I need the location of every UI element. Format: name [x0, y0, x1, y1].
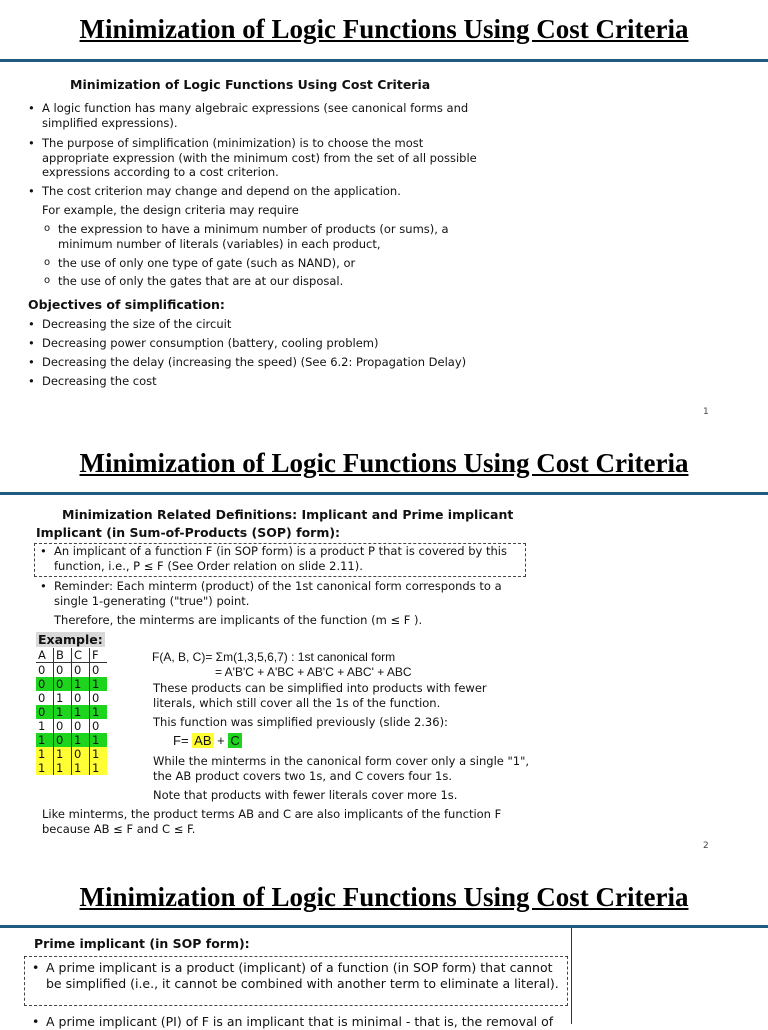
objective-item: • Decreasing power consumption (battery, cooling problem)	[42, 336, 378, 351]
truth-table	[36, 648, 107, 775]
reminder-text: • Reminder: Each minterm (product) of the 1st canonical form corresponds to a single 1-generating ("true") point.	[54, 579, 514, 608]
note-paragraph: Note that products with fewer literals cover more 1s.	[153, 788, 458, 802]
table-cell: 0	[72, 663, 90, 678]
table-cell: 1	[36, 761, 54, 775]
slide-title: Minimization of Logic Functions Using Cost Criteria	[79, 14, 689, 44]
table-row	[36, 691, 107, 705]
definition-text: • An implicant of a function F (in SOP form) is a product P that is covered by this function, i.e., P ≤ F (See Order relation on slide 2.11).	[54, 544, 524, 573]
sub-bullet: o the use of only one type of gate (such as NAND), or	[58, 256, 498, 271]
table-row	[36, 663, 107, 678]
example-label: Example:	[38, 632, 103, 647]
therefore-text: Therefore, the minterms are implicants of the function (m ≤ F ).	[54, 613, 423, 627]
previous-simplification: This function was simplified previously (slide 2.36):	[153, 715, 448, 729]
table-cell: 0	[36, 677, 54, 691]
expanded-formula: = A'B'C + A'BC + AB'C + ABC' + ABC	[215, 665, 412, 679]
slide-subtitle: Minimization of Logic Functions Using Cost Criteria	[70, 77, 431, 92]
prime-implicant-bullet: • A prime implicant (PI) of F is an implicant that is minimal - that is, the removal of	[46, 1014, 606, 1030]
table-cell: 0	[90, 691, 108, 705]
table-header: A	[38, 648, 46, 662]
objective-item: • Decreasing the cost	[42, 374, 157, 389]
table-header: C	[72, 648, 90, 663]
sub-bullet: o the expression to have a minimum number of products (or sums), a minimum number of literals (variables) in each product,	[58, 222, 498, 251]
prime-implicant-definition: • A prime implicant is a product (implicant) of a function (in SOP form) that cannot be simplified (i.e., it cannot be combined with another term to eliminate a literal).	[46, 960, 564, 992]
table-cell: 1	[54, 747, 72, 761]
bullet: • A logic function has many algebraic expressions (see canonical forms and simplified expressions).	[42, 101, 472, 130]
simplify-paragraph: These products can be simplified into products with fewer literals, which still cover all the 1s of the function.	[153, 681, 487, 710]
title-rule	[0, 925, 768, 928]
bullet: • The cost criterion may change and depend on the application.	[42, 184, 492, 199]
table-row	[36, 705, 107, 719]
term-ab: AB	[194, 733, 212, 748]
table-cell: 1	[36, 747, 54, 761]
slide-2	[0, 430, 768, 860]
table-cell: 0	[90, 663, 108, 678]
table-cell: 0	[36, 705, 54, 719]
f-prefix: F=	[173, 733, 189, 748]
table-cell: 1	[54, 761, 72, 775]
sub-bullet: o the use of only the gates that are at our disposal.	[58, 274, 498, 289]
plus-sign: +	[217, 733, 225, 748]
table-cell: 0	[72, 747, 90, 761]
table-cell: 1	[38, 719, 46, 733]
title-rule	[0, 59, 768, 62]
coverage-paragraph: While the minterms in the canonical form cover only a single "1", the AB product covers two 1s, and C covers four 1s.	[153, 754, 530, 783]
table-row	[36, 733, 107, 747]
table-cell: 1	[90, 761, 108, 775]
table-cell: 0	[72, 719, 90, 733]
page-number: 2	[703, 841, 709, 851]
vertical-divider	[571, 928, 572, 1024]
table-row	[36, 761, 107, 775]
objective-item: • Decreasing the size of the circuit	[42, 317, 231, 332]
term-c: C	[230, 733, 240, 748]
slide-3	[0, 860, 768, 1029]
table-cell: 1	[54, 705, 72, 719]
table-row	[36, 747, 107, 761]
table-cell: 0	[38, 691, 46, 705]
table-cell: 0	[72, 691, 90, 705]
table-row	[36, 719, 107, 733]
table-cell: 1	[72, 677, 90, 691]
table-cell: 1	[90, 747, 108, 761]
table-cell: 0	[54, 663, 72, 678]
table-row	[36, 677, 107, 691]
simplified-formula	[173, 733, 242, 748]
bullet: • The purpose of simplification (minimization) is to choose the most appropriate expression (with the minimum cost) from the set of all possible expressions according to a cost criterion.	[42, 136, 492, 180]
implicants-paragraph: Like minterms, the product terms AB and C are also implicants of the function F because AB ≤ F and C ≤ F.	[42, 807, 502, 836]
table-cell: 1	[54, 691, 72, 705]
table-cell: 0	[54, 677, 72, 691]
table-cell: 0	[36, 663, 54, 678]
slide-1	[0, 0, 768, 430]
table-cell: 1	[72, 733, 90, 747]
table-cell: 1	[72, 705, 90, 719]
objective-item: • Decreasing the delay (increasing the speed) (See 6.2: Propagation Delay)	[42, 355, 466, 370]
table-header: B	[54, 648, 72, 663]
canonical-formula: F(A, B, C)= Σm(1,3,5,6,7) : 1st canonical form	[152, 650, 396, 664]
objectives-heading: Objectives of simplification:	[28, 297, 225, 312]
prime-implicant-heading: Prime implicant (in SOP form):	[34, 936, 250, 951]
implicant-heading: Implicant (in Sum-of-Products (SOP) form):	[36, 525, 341, 540]
table-cell: 1	[90, 705, 108, 719]
title-rule	[0, 492, 768, 495]
table-header: F	[90, 648, 108, 663]
table-cell: 1	[90, 733, 108, 747]
table-cell: 0	[54, 733, 72, 747]
slide-title: Minimization of Logic Functions Using Cost Criteria	[79, 448, 689, 478]
table-cell: 1	[72, 761, 90, 775]
table-cell: 1	[90, 677, 108, 691]
slide-subtitle: Minimization Related Definitions: Implicant and Prime implicant	[62, 507, 514, 522]
table-cell: 0	[54, 719, 72, 733]
page-number: 1	[703, 407, 709, 417]
slide-title: Minimization of Logic Functions Using Cost Criteria	[79, 882, 689, 912]
example-intro: For example, the design criteria may require	[42, 203, 299, 217]
table-cell: 1	[36, 733, 54, 747]
table-cell: 0	[90, 719, 108, 733]
